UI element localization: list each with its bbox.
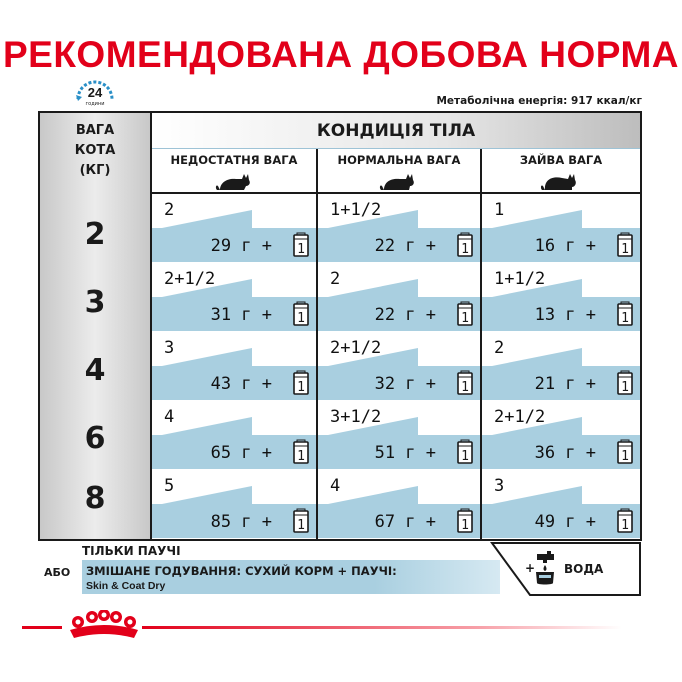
dry-grams: 22 г +: [374, 236, 436, 256]
pouch-count: 1: [297, 518, 305, 533]
column-header-normal: [318, 149, 480, 194]
weight-header-line1: ВАГА: [75, 123, 115, 138]
weight-column: [40, 113, 152, 539]
pouch-icon: [442, 232, 474, 258]
pouch-icon: [278, 232, 310, 258]
dry-grams: 67 г +: [374, 512, 436, 532]
pouch-count: 1: [461, 380, 469, 395]
dry-grams: 65 г +: [210, 443, 272, 463]
pouch-icon: [278, 508, 310, 534]
pouch-icon: [278, 301, 310, 327]
pouch-count: 1: [621, 380, 629, 395]
page-title: РЕКОМЕНДОВАНА ДОБОВА НОРМА: [2, 34, 680, 75]
feeding-cell: [318, 263, 480, 331]
feeding-cell: [152, 332, 316, 400]
pouch-fraction: 2: [330, 269, 341, 289]
pouch-icon: [278, 370, 310, 396]
pouch-count: 1: [461, 311, 469, 326]
feeding-cell: [318, 470, 480, 538]
or-label: АБО: [44, 566, 71, 579]
dry-grams: 43 г +: [210, 374, 272, 394]
feeding-table: [38, 111, 642, 541]
column-header-label: ЗАЙВА ВАГА: [519, 153, 603, 167]
water-tap-icon: [536, 551, 554, 585]
column-header-overweight: [482, 149, 640, 194]
pouch-fraction: 2: [164, 200, 175, 220]
dry-grams: 29 г +: [210, 236, 272, 256]
feeding-cell: [318, 401, 480, 469]
royal-canin-crown-logo: [0, 610, 682, 644]
cat-icon: [214, 170, 254, 192]
pouch-fraction: 2+1/2: [494, 407, 546, 427]
feeding-cell: [482, 470, 640, 538]
pouch-count: 1: [297, 449, 305, 464]
feeding-cell: [152, 263, 316, 331]
pouch-fraction: 1+1/2: [494, 269, 546, 289]
pouch-count: 1: [297, 380, 305, 395]
pouch-fraction: 1+1/2: [330, 200, 382, 220]
pouch-icon: [442, 301, 474, 327]
pouch-fraction: 3: [164, 338, 175, 358]
metabolic-energy: Метаболічна енергія: 917 ккал/кг: [436, 95, 642, 107]
dry-grams: 13 г +: [534, 305, 596, 325]
feeding-cell: [152, 194, 316, 262]
pouch-fraction: 2+1/2: [330, 338, 382, 358]
feeding-cell: [482, 263, 640, 331]
water-plus: +: [525, 561, 536, 575]
body-condition-header: КОНДИЦІЯ ТІЛА: [152, 113, 640, 149]
pouch-fraction: 2: [494, 338, 505, 358]
feeding-cell: [318, 194, 480, 262]
pouch-icon: [602, 508, 634, 534]
pouch-fraction: 5: [164, 476, 175, 496]
pouch-only-label: ТІЛЬКИ ПАУЧІ: [82, 544, 181, 558]
water-label: ВОДА: [564, 562, 604, 576]
pouch-count: 1: [297, 311, 305, 326]
weight-value: 3: [84, 285, 106, 320]
cat-icon: [379, 170, 419, 192]
weight-value: 8: [84, 481, 106, 516]
pouch-count: 1: [621, 242, 629, 257]
pouch-count: 1: [621, 311, 629, 326]
pouch-count: 1: [621, 449, 629, 464]
pouch-count: 1: [297, 242, 305, 257]
pouch-fraction: 4: [330, 476, 341, 496]
mixed-feeding-label: ЗМІШАНЕ ГОДУВАННЯ: СУХИЙ КОРМ + ПАУЧІ:: [86, 564, 397, 578]
weight-value: 6: [84, 421, 106, 456]
feeding-cell: [318, 332, 480, 400]
pouch-fraction: 1: [494, 200, 505, 220]
weight-value: 2: [84, 217, 106, 252]
dry-grams: 36 г +: [534, 443, 596, 463]
column-header-label: НЕДОСТАТНЯ ВАГА: [170, 153, 298, 167]
weight-header-line2: КОТА: [74, 143, 116, 158]
pouch-icon: [442, 370, 474, 396]
weight-header-line3: (КГ): [79, 163, 111, 178]
dry-grams: 16 г +: [534, 236, 596, 256]
pouch-icon: [442, 508, 474, 534]
pouch-fraction: 3: [494, 476, 505, 496]
dry-grams: 85 г +: [210, 512, 272, 532]
pouch-fraction: 3+1/2: [330, 407, 382, 427]
pouch-icon: [602, 232, 634, 258]
dry-product-name: Skin & Coat Dry: [86, 580, 166, 592]
dry-grams: 21 г +: [534, 374, 596, 394]
dry-grams: 51 г +: [374, 443, 436, 463]
mixed-feeding-box: [82, 560, 500, 594]
pouch-count: 1: [461, 449, 469, 464]
feeding-cell: [482, 332, 640, 400]
pouch-icon: [602, 301, 634, 327]
feeding-cell: [152, 401, 316, 469]
pouch-count: 1: [621, 518, 629, 533]
cat-icon: [541, 170, 581, 192]
clock-hours: 24: [87, 85, 103, 100]
weight-value: 4: [84, 353, 106, 388]
pouch-count: 1: [461, 242, 469, 257]
column-header-label: НОРМАЛЬНА ВАГА: [337, 153, 461, 167]
pouch-icon: [602, 370, 634, 396]
column-header-underweight: [152, 149, 316, 194]
weight-header: [40, 121, 150, 181]
dry-grams: 49 г +: [534, 512, 596, 532]
feeding-cell: [482, 401, 640, 469]
pouch-fraction: 4: [164, 407, 175, 427]
clock-unit: години: [85, 101, 105, 107]
pouch-icon: [602, 439, 634, 465]
pouch-count: 1: [461, 518, 469, 533]
pouch-icon: [278, 439, 310, 465]
dry-grams: 31 г +: [210, 305, 272, 325]
feeding-cell: [152, 470, 316, 538]
feeding-cell: [482, 194, 640, 262]
pouch-icon: [442, 439, 474, 465]
clock-24h-icon: [72, 77, 118, 115]
dry-grams: 22 г +: [374, 305, 436, 325]
pouch-fraction: 2+1/2: [164, 269, 216, 289]
dry-grams: 32 г +: [374, 374, 436, 394]
